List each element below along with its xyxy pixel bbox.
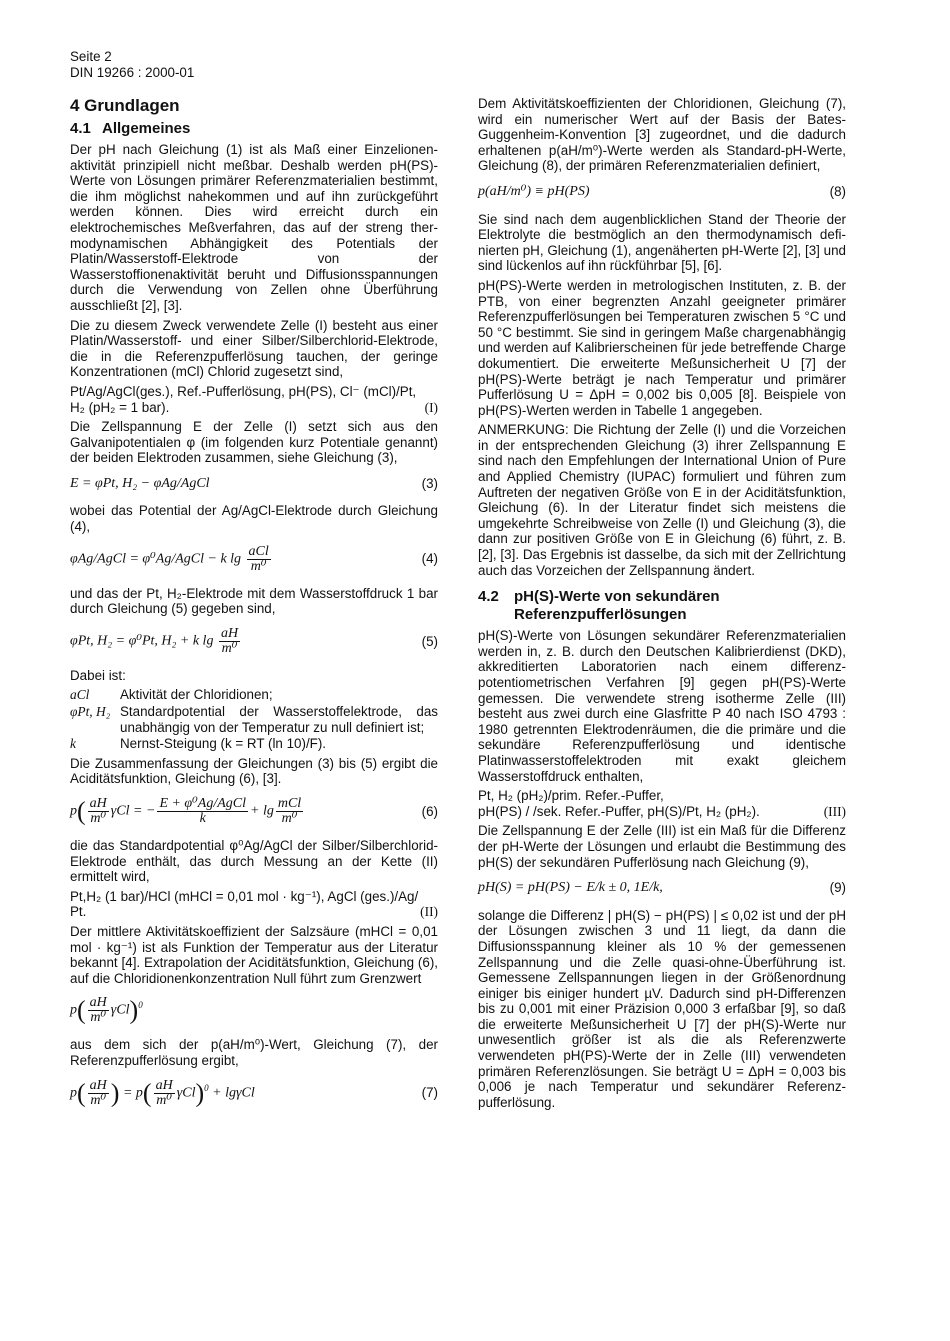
- definition-text: Nernst-Steigung (k = RT (ln 10)/F).: [120, 736, 327, 752]
- fraction-numerator: aCl: [248, 543, 269, 559]
- equation-text: p: [70, 803, 77, 819]
- paragraph: pH(PS)-Werte werden in metrologischen Instituten, z. B. der PTB, von einer begrenzten Anzahl geeigneter primärer Referenzpufferlösungen bei Temperaturen zwischen 5 °C und 50 °C bestimmt. Sie sind in geringem Maße chargenabhängig und werden auf Kalibrierscheinen für jede betreffende Charge dokumentiert. Die erweiterte Meßunsicherheit U [7] der pH(PS)-Werte beträgt je nach Temperatur und primärer Pufferlösung U = ΔpH = 0,002 bis 0,005 [8]. Beispiele von pH(PS)-Werten werden in Tabelle 1 angegeben.: [478, 277, 846, 418]
- equation-text: γCl = −: [110, 803, 156, 819]
- cell-line: Pt, H₂ (pH₂)/prim. Refer.-Puffer,: [478, 788, 664, 804]
- subsection-title-4-1: [70, 120, 438, 138]
- paragraph: Der mittlere Aktivitätskoeffizient der Salzsäure (mHCl = 0,01 mol · kg⁻¹) ist als Funktion der Temperatur aus der Literatur bekannt [4]. Extrapolation der Aciditätsfunktion, Gleichung (6), auf die Chloridionenkonzentration Null führt zum Grenzwert: [70, 923, 438, 986]
- subsection-label: pH(S)-Werte von sekundären: [514, 588, 720, 606]
- equation-number: (4): [421, 551, 438, 567]
- subsection-title-4-2: [478, 588, 846, 624]
- note-text: Die Richtung der Zelle (I) und die Vorzeichen in der entsprechenden Gleichung (3) ihrer Zellspannung E sind nach den Empfehlungen der International Union of Pure and Applied Chemistry (IUPAC) formuliert und führen zum Auftreten der negativen Größe von E in der Aciditätsfunktion, Gleichung (6). In der Literatur findet sich meistens die umgekehrte Schreibweise von Zelle (I) und Gleichung (3), die dann zur positiven Größe von E in Gleichung (6) führt, z. B. [2], [3]. Das Ergebnis ist dasselbe, da sich mit der Zellrichtung auch das Vorzeichen der Zellspannung ändert.: [478, 422, 846, 578]
- equation-number: (9): [829, 880, 846, 896]
- fraction-numerator: aH: [89, 1077, 107, 1093]
- page-header: [70, 49, 194, 80]
- cell-notation-III: [478, 788, 846, 819]
- equation-expression: E = φPt, H₂ − φAg/AgCl: [70, 475, 210, 491]
- paragraph: Sie sind nach dem augenblicklichen Stand der Theorie der Elektrolyte die bestmöglich an den thermodynamisch definierten pH, Gleichung (1), angenäherten pH-Werte [2], [3] und sind lückenlos auf ihn rückführbar [5], [6].: [478, 211, 846, 274]
- paragraph: solange die Differenz | pH(S) − pH(PS) | ≤ 0,02 ist und der pH der Lösungen zwischen 3 und 11 liegt, da dann die Diffusionsspannung kleiner als 10 % der gemessenen Zellspannung und die Zelle quasi-ohne-Überführung ist. Gemessene Zellspannungen liegen in der Größenordnung einiger bis einiger hundert µV. Dadurch sind pH-Differenzen bis zu 0,001 mit einer Präzision 0,000 3 erfaßbar [9], so daß die erweiterte Meßunsicherheit U [7] der pH(S)-Werte nur unwesentlich größer ist als die als Referenzwerte verwendeten pH(PS)-Werte der in Zelle (III) verwendeten primären Referenzlösungen. Sie beträgt U = ΔpH = 0,003 bis 0,006 je nach Temperatur und sekundärer Referenzpufferlösung.: [478, 907, 846, 1110]
- definition-list: [70, 687, 438, 751]
- paragraph: wobei das Potential der Ag/AgCl-Elektrode durch Gleichung (4),: [70, 503, 438, 535]
- equation-text: γCl: [176, 1085, 196, 1101]
- paragraph: und das der Pt, H₂-Elektrode mit dem Wasserstoffdruck 1 bar durch Gleichung (5) gegeben sind,: [70, 585, 438, 617]
- equation-7: p( $\frac{aH}{\text{m⁰}}$ ) = p( $\frac{aH}{\text{m⁰}}$ γCl)$^0$ + lgγCl (7): [70, 1077, 438, 1108]
- definition-row: [70, 687, 438, 703]
- fraction-numerator: aH: [89, 995, 107, 1011]
- definition-row: [70, 704, 438, 735]
- paragraph: Die Zellspannung E der Zelle (I) setzt sich aus den Galvanipotentialen φ (im folgenden kurz Potentiale genannt) der beiden Elektroden zusammen, siehe Gleichung (3),: [70, 419, 438, 466]
- paragraph: pH(S)-Werte von Lösungen sekundärer Referenzmaterialien werden in, z. B. durch den Deutschen Kalibrierdienst (DKD), akkreditierten Laboratorien nach einem differenzpotentiometrischen Verfahren [9] gegen pH(PS)-Werte gemessen. Die verwendete streng isotherme Zelle (III) besteht aus zwei durch eine Glasfritte P 40 nach ISO 4793 : 1980 getrennten Elektrodenräumen, die die primäre und die sekundäre Referenzpufferlösung und identische Platinwasserstoffelektroden mit exakt gleichem Wasserstoffdruck enthalten,: [478, 628, 846, 784]
- definition-symbol: k: [70, 736, 76, 752]
- equation-text: γCl: [110, 1003, 130, 1019]
- note-label: ANMERKUNG:: [478, 422, 569, 438]
- document-id: DIN 19266 : 2000-01: [70, 64, 195, 80]
- cell-number: (III): [823, 803, 846, 819]
- equation-8: [478, 184, 846, 200]
- cell-notation-I: [70, 384, 438, 415]
- fraction-denominator: m⁰: [221, 640, 238, 656]
- subsection-number: 4.1: [70, 120, 91, 137]
- cell-notation-II: [70, 889, 438, 920]
- subsection-label: Referenzpufferlösungen: [514, 606, 687, 624]
- paragraph: Der pH nach Gleichung (1) ist als Maß einer Einzelionenaktivität prinzipiell nicht meßbar. Deshalb werden pH(PS)-Werte von Lösungen primärer Referenzmaterialien bestimmt, die ihm möglichst nahekommen und auf ihn zurückgeführt werden können. Dies wird erreicht durch ein elektrochemisches Meßverfahren, das auf der streng thermodynamischen Abhängigkeit des Potentials der Platin/Wasserstoff-Elektrode von der Wasserstoffionenaktivität beruht und Diffusionsspannungen durch die Verwendung von Zellen ohne Überführung ausschließt [2], [3].: [70, 142, 438, 313]
- equation-3: [70, 476, 438, 492]
- equation-number: (8): [829, 183, 846, 199]
- definition-text: Aktivität der Chloridionen;: [120, 687, 273, 703]
- equation-superscript: 0: [138, 1000, 143, 1011]
- fraction-denominator: m⁰: [281, 811, 298, 826]
- equation-number: (3): [421, 475, 438, 491]
- fraction-denominator: m⁰: [90, 1010, 107, 1026]
- equation-text: = p: [122, 1085, 143, 1101]
- definition-text: Standardpotential der Wasserstoffelektrode, das unabhängig von der Temperatur zu null definiert ist;: [120, 704, 438, 735]
- paragraph: Die Zusammenfassung der Gleichungen (3) bis (5) ergibt die Aciditätsfunktion, Gleichung (6), [3].: [70, 755, 438, 787]
- fraction-denominator: m⁰: [90, 1092, 107, 1108]
- note-block: [478, 422, 846, 578]
- cell-line: pH(PS) / /sek. Refer.-Puffer, pH(S)/Pt, H₂ (pH₂).: [478, 803, 760, 819]
- cell-number: (I): [424, 399, 438, 415]
- fraction-denominator: m⁰: [156, 1092, 173, 1108]
- paragraph: Die zu diesem Zweck verwendete Zelle (I) besteht aus einer Platin/Wasserstoff- und einer Silber/Silberchlorid-Elektrode, die in die Referenzpufferlösung tauchen, der geringe Konzentrationen (mCl) Chlorid zugesetzt sind,: [70, 317, 438, 380]
- subsection-label: Allgemeines: [102, 120, 191, 137]
- fraction-numerator: mCl: [277, 796, 302, 811]
- fraction-numerator: aH: [155, 1077, 173, 1093]
- subsection-number: 4.2: [478, 588, 499, 606]
- limit-expression: p( $\frac{aH}{\text{m⁰}}$ γCl)$^0$: [70, 995, 143, 1026]
- equation-superscript: 0: [204, 1082, 209, 1093]
- fraction-numerator: aH: [89, 796, 107, 811]
- cell-line: Pt.: [70, 904, 87, 920]
- paragraph: Dabei ist:: [70, 667, 126, 683]
- page-number: Seite 2: [70, 49, 112, 64]
- cell-line: Pt,H₂ (1 bar)/HCl (mHCl = 0,01 mol · kg⁻¹), AgCl (ges.)/Ag/: [70, 888, 419, 904]
- equation-text: + lgγCl: [212, 1085, 255, 1101]
- equation-expression: pH(S) = pH(PS) − E/k ± 0, 1E/k,: [478, 880, 663, 896]
- equation-expression: p(aH/m⁰) ≡ pH(PS): [478, 183, 590, 199]
- definition-symbol: aCl: [70, 687, 90, 703]
- equation-number: (7): [421, 1085, 438, 1101]
- definition-row: [70, 736, 438, 752]
- cell-line: H₂ (pH₂ = 1 bar).: [70, 399, 170, 415]
- equation-text: + lg: [250, 803, 274, 819]
- section-title: 4 Grundlagen: [70, 96, 180, 115]
- equation-9: [478, 880, 846, 896]
- fraction-numerator: aH: [220, 625, 239, 641]
- equation-number: (6): [421, 803, 438, 819]
- equation-5: [70, 627, 438, 656]
- equation-lhs: φPt, H₂ = φ⁰Pt, H₂ + k lg: [70, 633, 214, 649]
- paragraph: aus dem sich der p(aH/m⁰)-Wert, Gleichung (7), der Referenzpufferlösung ergibt,: [70, 1037, 438, 1068]
- equation-lhs: φAg/AgCl = φ⁰Ag/AgCl − k lg: [70, 551, 242, 567]
- cell-number: (II): [420, 904, 438, 920]
- left-column: [70, 96, 438, 1120]
- equation-6: p( $\frac{aH}{\text{m⁰}}$ γCl = − $\frac{\text{E + φ⁰Ag/AgCl}}{k}$ + lg $\frac{\text{mCl}}{\text{m⁰}}$ (6): [70, 796, 438, 826]
- fraction-denominator: m⁰: [90, 811, 107, 826]
- fraction-numerator: E + φ⁰Ag/AgCl: [159, 796, 247, 811]
- fraction-denominator: m⁰: [250, 558, 267, 574]
- paragraph: die das Standardpotential φ⁰Ag/AgCl der Silber/Silberchlorid-Elektrode enthält, das durch Messung an der Kette (II) ermittelt wird,: [70, 838, 438, 885]
- cell-line: Pt/Ag/AgCl(ges.), Ref.-Pufferlösung, pH(PS), Cl⁻ (mCl)/Pt,: [70, 383, 417, 399]
- paragraph: Die Zellspannung E der Zelle (III) ist ein Maß für die Differenz der pH-Werte der Lösungen und erlaubt die Bestimmung des pH(S) der sekundären Pufferlösung nach Gleichung (9),: [478, 823, 846, 870]
- paragraph: Dem Aktivitätskoeffizienten der Chloridionen, Gleichung (7), wird ein numerischer Wert auf der Basis der Bates-Guggenheim-Konvention [3] zugeordnet, und die dadurch erhaltenen p(aH/m⁰)-Werte werden als Standard-pH-Werte, Gleichung (8), der primären Referenzmaterialien definiert,: [478, 96, 846, 174]
- equation-text: p: [70, 1003, 77, 1019]
- equation-text: p: [70, 1085, 77, 1101]
- fraction-denominator: k: [199, 811, 206, 826]
- right-column: [478, 96, 846, 1114]
- definition-symbol: φPt, H₂: [70, 704, 111, 720]
- equation-number: (5): [421, 633, 438, 649]
- equation-4: [70, 545, 438, 574]
